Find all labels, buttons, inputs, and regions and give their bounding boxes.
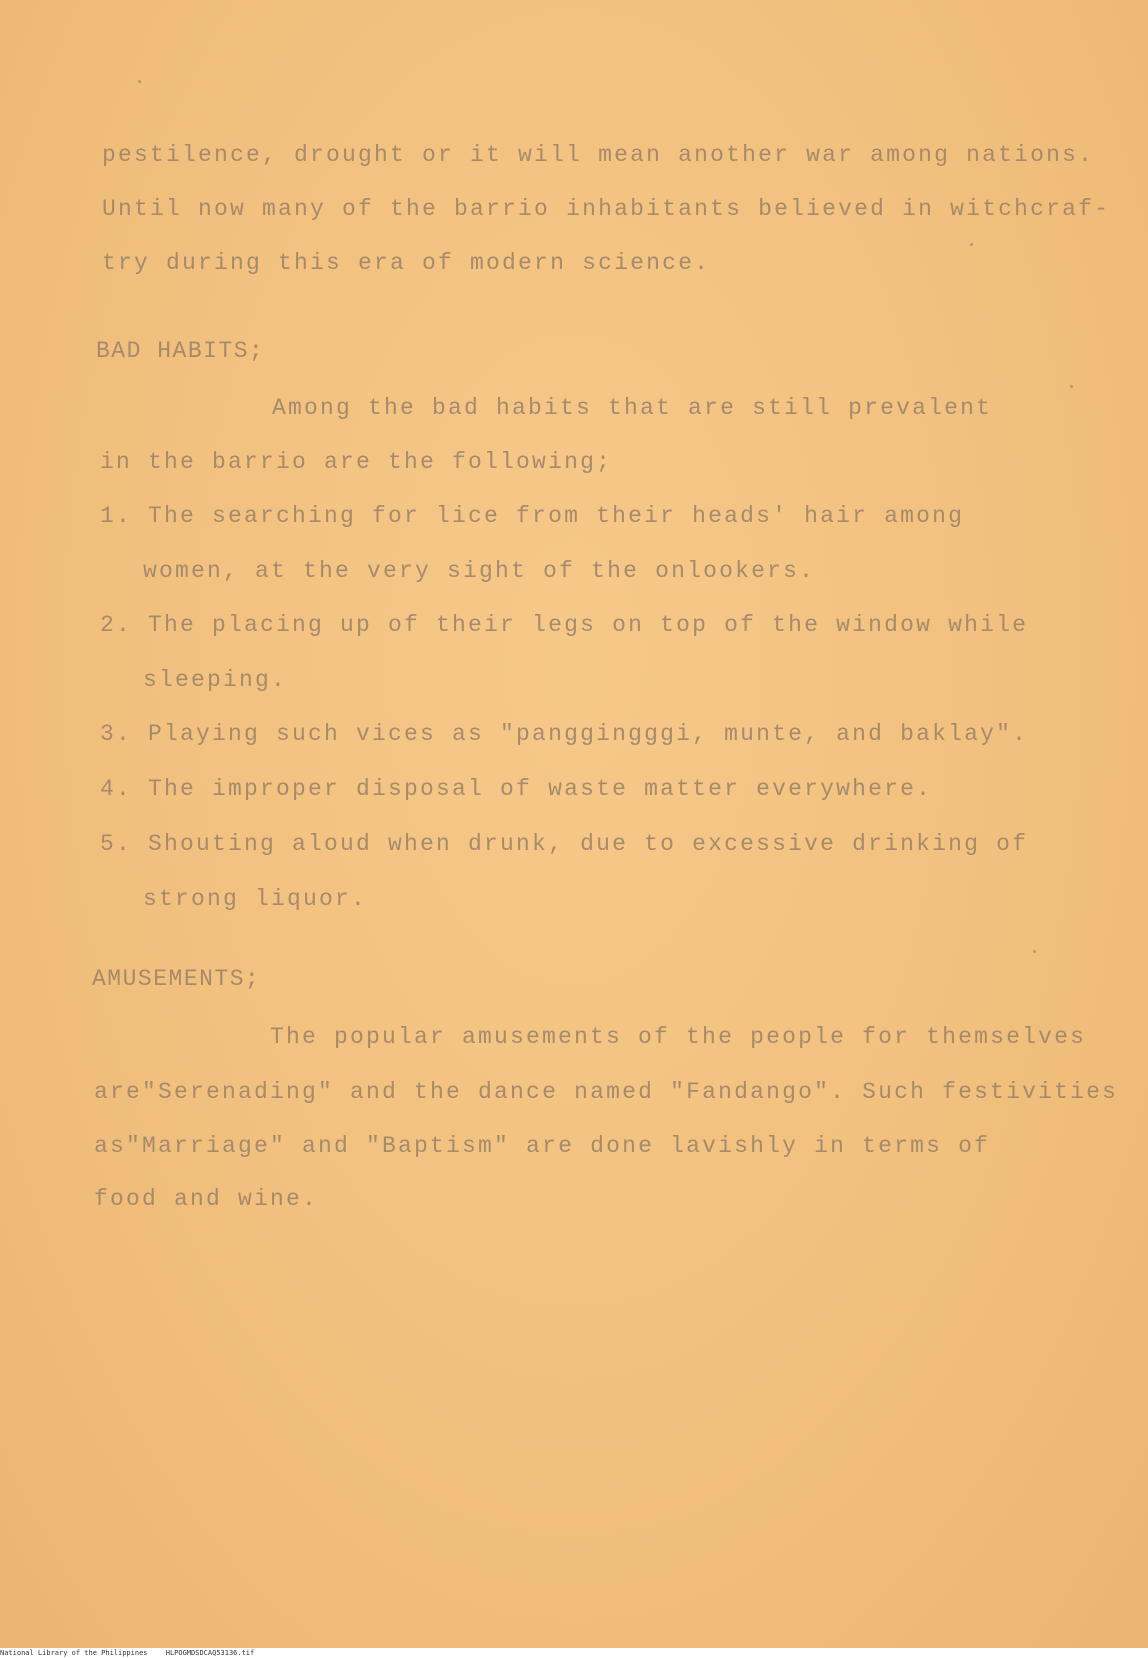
ink-speck	[138, 80, 141, 83]
bad-habits-heading: BAD HABITS;	[96, 338, 265, 364]
ink-speck	[1070, 385, 1073, 388]
top-paragraph-line-1: pestilence, drought or it will mean another war among nations.	[102, 142, 1095, 168]
bad-habit-item-4: 4. The improper disposal of waste matter everywhere.	[100, 776, 933, 802]
amusements-line-3: as"Marriage" and "Baptism" are done lavishly in terms of	[94, 1133, 991, 1159]
top-paragraph-line-2: Until now many of the barrio inhabitants believed in witchcraf-	[102, 196, 1111, 222]
ink-speck	[1033, 950, 1036, 953]
footer-library: National Library of the Philippines	[0, 1649, 148, 1657]
top-paragraph-line-3: try during this era of modern science.	[102, 250, 711, 276]
bad-habit-item-3: 3. Playing such vices as "panggingggi, munte, and baklay".	[100, 721, 1029, 747]
ink-speck	[970, 243, 973, 246]
amusements-line-4: food and wine.	[94, 1186, 319, 1212]
amusements-line-2: are"Serenading" and the dance named "Fandango". Such festivities	[94, 1079, 1119, 1105]
bad-habits-intro-line-2: in the barrio are the following;	[100, 449, 613, 475]
bad-habit-item-1-cont: women, at the very sight of the onlookers.	[143, 558, 816, 584]
amusements-line-1: The popular amusements of the people for themselves	[270, 1024, 1087, 1050]
amusements-heading: AMUSEMENTS;	[92, 966, 261, 992]
bad-habit-item-1: 1. The searching for lice from their heads' hair among	[100, 503, 965, 529]
bad-habit-item-5-cont: strong liquor.	[143, 886, 368, 912]
bad-habit-item-2: 2. The placing up of their legs on top of the window while	[100, 612, 1029, 638]
bad-habits-intro-line-1: Among the bad habits that are still prevalent	[272, 395, 993, 421]
footer-file: HLPOGMDSDCAQ53136.tif	[165, 1649, 255, 1657]
bad-habit-item-2-cont: sleeping.	[143, 667, 288, 693]
bad-habit-item-5: 5. Shouting aloud when drunk, due to excessive drinking of	[100, 831, 1029, 857]
scan-footer	[0, 1649, 268, 1657]
